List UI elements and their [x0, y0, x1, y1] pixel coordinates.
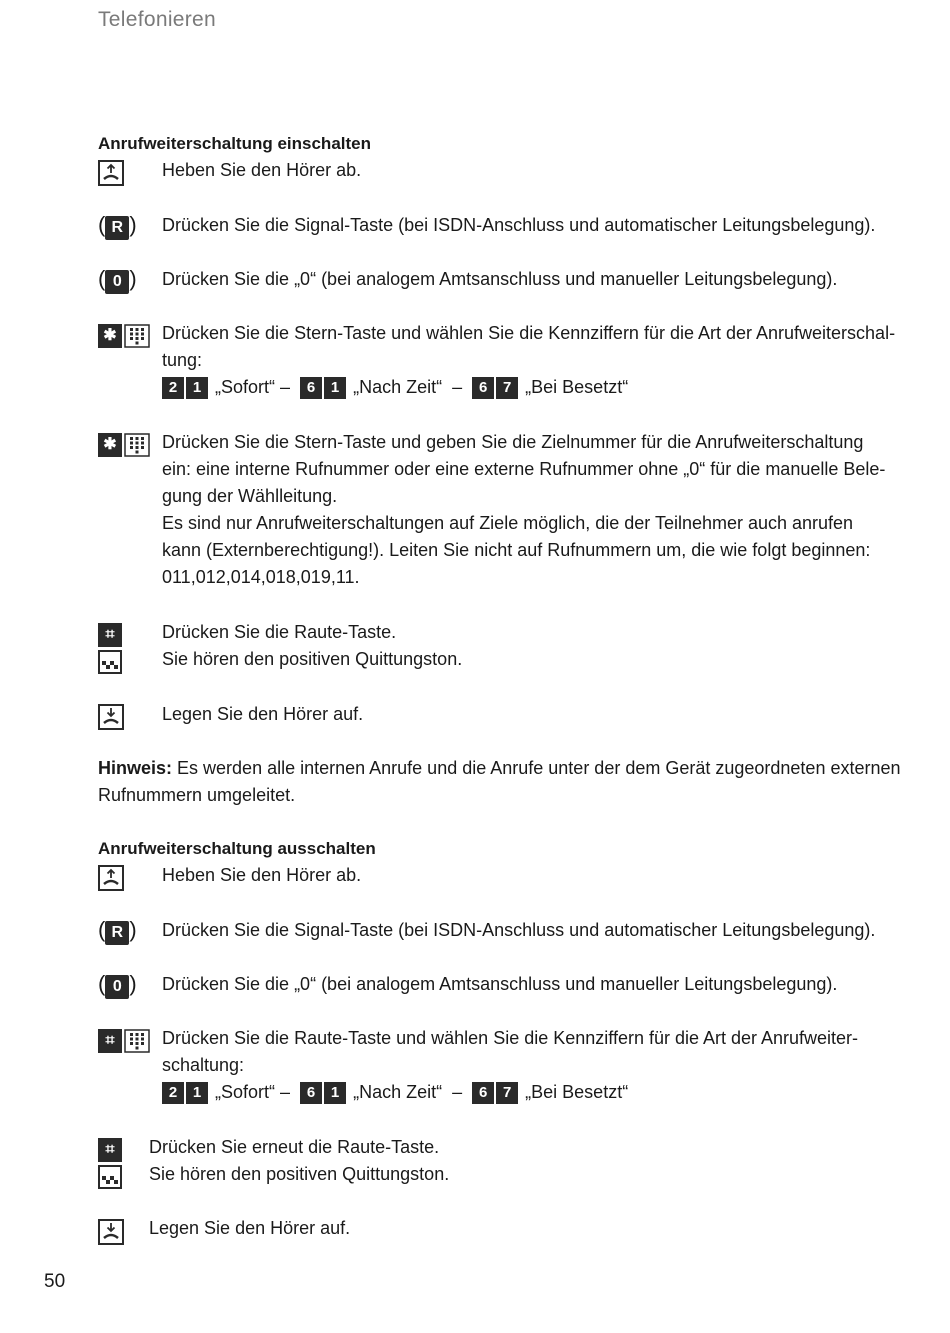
step-star-target-line4: Es sind nur Anrufweiterschaltungen auf Ziele möglich, die der Teilnehmer auch anrufen	[162, 513, 854, 533]
step-star-code-line1: Drücken Sie die Stern-Taste und wählen Sie die Kennziffern für die Art der Anrufweiterschal-	[162, 323, 896, 343]
step-signal-key: Drücken Sie die Signal-Taste (bei ISDN-Anschluss und automatischer Leitungsbelegung).	[162, 215, 876, 235]
zero-key-icon: ( 0 )	[98, 972, 137, 999]
code-key: 6	[300, 377, 322, 399]
handset-lift-icon	[98, 865, 124, 891]
code-label-zeit: „Nach Zeit“	[353, 1082, 443, 1102]
signal-key-icon: ( R )	[98, 213, 137, 240]
note-line1	[98, 755, 901, 782]
code-options	[162, 374, 628, 401]
code-key: 6	[472, 1082, 494, 1104]
step-confirmation-tone: Sie hören den positiven Quittungston.	[149, 1164, 450, 1184]
step-hash-code-line1: Drücken Sie die Raute-Taste und wählen Sie die Kennziffern für die Art der Anrufweiter-	[162, 1028, 859, 1048]
page-header: Telefonieren	[98, 8, 217, 31]
section-heading-disable: Anrufweiterschaltung ausschalten	[98, 839, 376, 858]
handset-hangup-icon	[98, 704, 124, 730]
code-key: 1	[324, 377, 346, 399]
code-options	[162, 1079, 628, 1106]
zero-key-icon: ( 0 )	[98, 267, 137, 294]
page-number: 50	[44, 1271, 66, 1292]
code-key: 1	[186, 1082, 208, 1104]
code-label-sofort: „Sofort“ –	[215, 1082, 291, 1102]
step-star-target-line1: Drücken Sie die Stern-Taste und geben Sie die Zielnummer für die Anrufweiterschaltung	[162, 432, 864, 452]
hash-key-icon: ⌗	[98, 1138, 122, 1162]
code-key: 7	[496, 1082, 518, 1104]
code-key: 2	[162, 1082, 184, 1104]
note-text-line1: Es werden alle internen Anrufe und die Anrufe unter der dem Gerät zugeordneten externen	[177, 758, 901, 778]
step-confirmation-tone: Sie hören den positiven Quittungston.	[162, 649, 463, 669]
code-label-besetzt: „Bei Besetzt“	[525, 377, 629, 397]
confirmation-tone-icon	[98, 650, 122, 674]
code-dash: –	[452, 1082, 463, 1102]
code-key: 1	[186, 377, 208, 399]
code-label-sofort: „Sofort“ –	[215, 377, 291, 397]
hash-key-icon: ⌗	[98, 1029, 122, 1053]
code-label-besetzt: „Bei Besetzt“	[525, 1082, 629, 1102]
code-key: 6	[472, 377, 494, 399]
keypad-icon	[124, 324, 150, 348]
hash-key-icon: ⌗	[98, 623, 122, 647]
signal-key-icon: ( R )	[98, 918, 137, 945]
code-key: 2	[162, 377, 184, 399]
step-hang-up: Legen Sie den Hörer auf.	[162, 704, 364, 724]
step-star-target-line5: kann (Externberechtigung!). Leiten Sie nicht auf Rufnummern um, die wie folgt beginnen:	[162, 540, 871, 560]
step-star-target-line3: gung der Wählleitung.	[162, 486, 338, 506]
handset-hangup-icon	[98, 1219, 124, 1245]
code-key: 7	[496, 377, 518, 399]
step-lift-handset: Heben Sie den Hörer ab.	[162, 160, 362, 180]
star-key-icon: ✱	[98, 433, 122, 457]
step-hang-up: Legen Sie den Hörer auf.	[149, 1218, 351, 1238]
star-key-icon: ✱	[98, 324, 122, 348]
code-key: 1	[324, 1082, 346, 1104]
step-hash-key: Drücken Sie die Raute-Taste.	[162, 622, 397, 642]
step-star-target-line2: ein: eine interne Rufnummer oder eine externe Rufnummer ohne „0“ für die manuelle Bele-	[162, 459, 886, 479]
step-hash-key-again: Drücken Sie erneut die Raute-Taste.	[149, 1137, 440, 1157]
step-hash-code-line2: schaltung:	[162, 1055, 245, 1075]
keypad-icon	[124, 1029, 150, 1053]
step-signal-key: Drücken Sie die Signal-Taste (bei ISDN-Anschluss und automatischer Leitungsbelegung).	[162, 920, 876, 940]
code-label-zeit: „Nach Zeit“	[353, 377, 443, 397]
step-lift-handset: Heben Sie den Hörer ab.	[162, 865, 362, 885]
note-text-line2: Rufnummern umgeleitet.	[98, 785, 296, 805]
step-zero-key: Drücken Sie die „0“ (bei analogem Amtsanschluss und manueller Leitungsbelegung).	[162, 269, 838, 289]
code-dash: –	[452, 377, 463, 397]
section-heading-enable: Anrufweiterschaltung einschalten	[98, 134, 371, 153]
step-zero-key: Drücken Sie die „0“ (bei analogem Amtsanschluss und manueller Leitungsbelegung).	[162, 974, 838, 994]
keypad-icon	[124, 433, 150, 457]
confirmation-tone-icon	[98, 1165, 122, 1189]
step-star-code-line2: tung:	[162, 350, 203, 370]
code-key: 6	[300, 1082, 322, 1104]
step-star-target-line6: 011,012,014,018,019,11.	[162, 567, 360, 587]
handset-lift-icon	[98, 160, 124, 186]
note-label: Hinweis:	[98, 758, 173, 778]
